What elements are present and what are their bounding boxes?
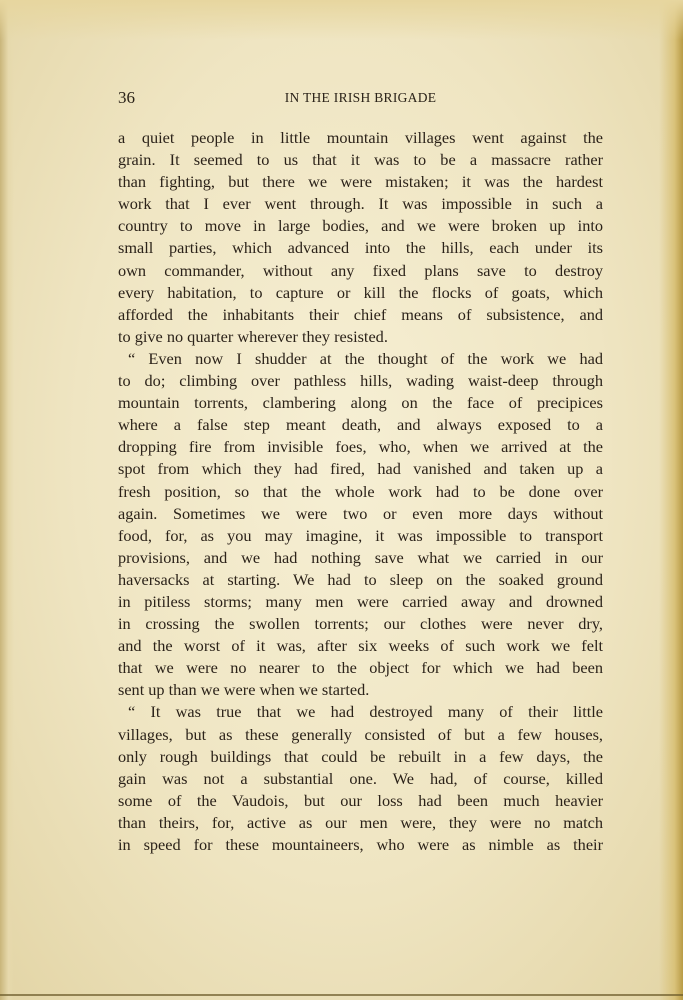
text-line: to do; climbing over pathless hills, wading waist-deep through [118, 371, 603, 391]
text-line: than fighting, but there we were mistaken; it was the hardest [118, 172, 603, 192]
text-line: fresh position, so that the whole work had to be done over [118, 481, 603, 501]
text-line: “ Even now I shudder at the thought of the work we had [128, 348, 603, 368]
text-line: grain. It seemed to us that it was to be a massacre rather [118, 150, 603, 170]
text-line: gain was not a substantial one. We had, of course, killed [118, 768, 603, 788]
text-line: a quiet people in little mountain villages went against the [118, 128, 603, 147]
text-line: work that I ever went through. It was impossible in such a [118, 194, 603, 214]
text-line: in speed for these mountaineers, who were as nimble as their [118, 835, 603, 854]
page-left-edge [0, 0, 14, 1000]
text-line: every habitation, to capture or kill the flocks of goats, which [118, 282, 603, 302]
text-line: provisions, and we had nothing save what we carried in our [118, 547, 603, 567]
text-line: and the worst of it was, after six weeks of such work we felt [118, 636, 603, 656]
text-line: that we were no nearer to the object for which we had been [118, 658, 603, 678]
text-line: own commander, without any fixed plans save to destroy [118, 260, 603, 280]
text-line: some of the Vaudois, but our loss had been much heavier [118, 790, 603, 810]
text-line: in crossing the swollen torrents; our clothes were never dry, [118, 614, 603, 634]
text-line: spot from which they had fired, had vanished and taken up a [118, 459, 603, 479]
text-line: food, for, as you may imagine, it was impossible to transport [118, 525, 603, 545]
text-line: where a false step meant death, and always exposed to a [118, 415, 603, 435]
page-header [118, 88, 603, 110]
text-line: country to move in large bodies, and we were broken up into [118, 216, 603, 236]
bottom-rule [0, 994, 683, 996]
text-line: again. Sometimes we were two or even more days without [118, 503, 603, 523]
text-line: to give no quarter wherever they resisted. [118, 326, 388, 346]
text-line: villages, but as these generally consisted of but a few houses, [118, 724, 603, 744]
text-line: than theirs, for, active as our men were, they were no match [118, 812, 603, 832]
page-right-edge [659, 0, 683, 1000]
text-line: small parties, which advanced into the hills, each under its [118, 238, 603, 258]
body-text [118, 127, 603, 856]
page-top-shade [0, 0, 683, 40]
text-line: mountain torrents, clambering along on the face of precipices [118, 393, 603, 413]
text-line: “ It was true that we had destroyed many of their little [128, 702, 603, 722]
text-line: only rough buildings that could be rebuilt in a few days, the [118, 746, 603, 766]
running-head: IN THE IRISH BRIGADE [284, 90, 437, 105]
text-line: haversacks at starting. We had to sleep on the soaked ground [118, 569, 603, 589]
text-line: afforded the inhabitants their chief means of subsistence, and [118, 304, 603, 324]
text-line: in pitiless storms; many men were carried away and drowned [118, 591, 603, 611]
text-line: sent up than we were when we started. [118, 680, 370, 700]
text-line: dropping fire from invisible foes, who, when we arrived at the [118, 437, 603, 457]
page-number: 36 [118, 88, 135, 107]
